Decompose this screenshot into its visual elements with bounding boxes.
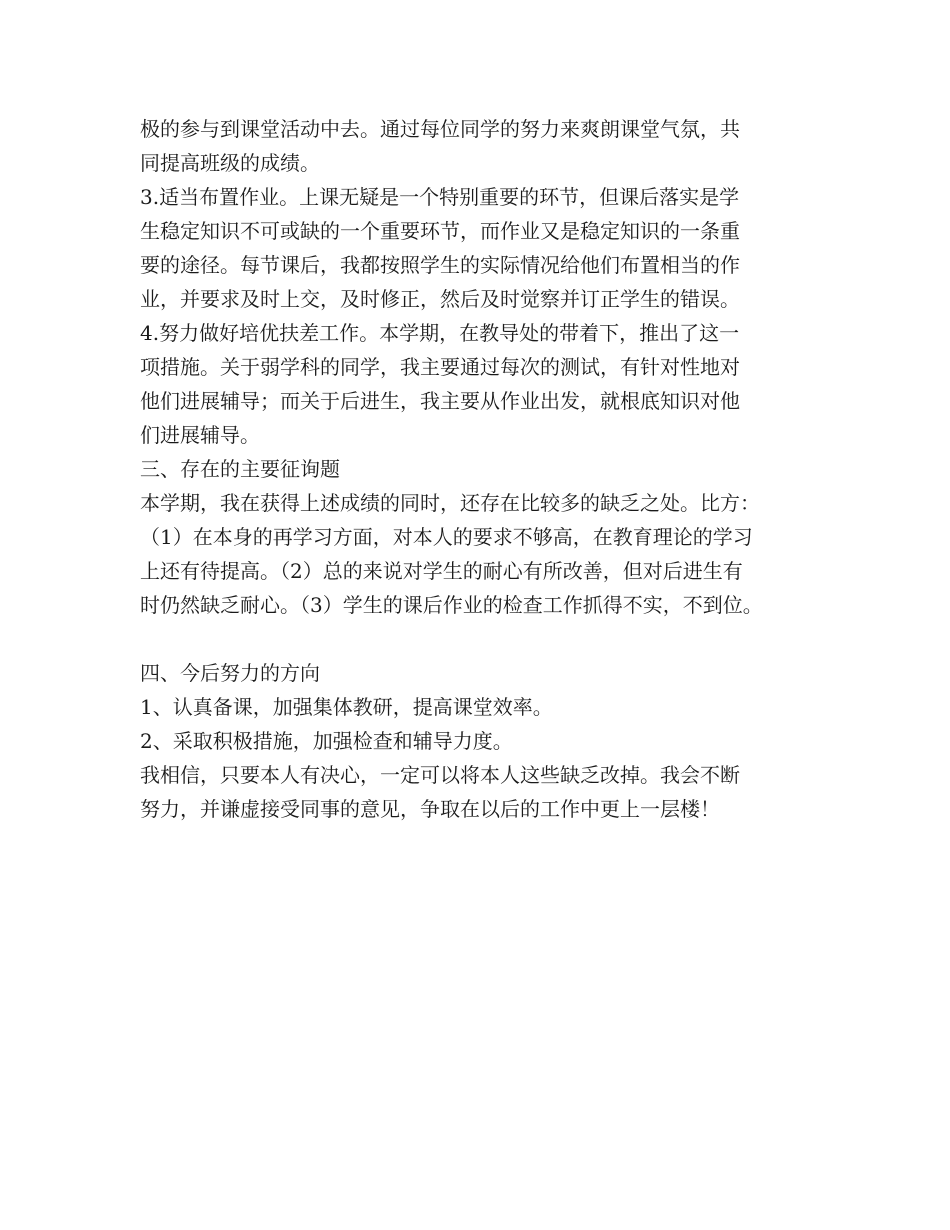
body-line: 1、认真备课，加强集体教研，提高课堂效率。 (140, 695, 553, 719)
body-line: 同提高班级的成绩。 (140, 151, 320, 175)
section-heading: 四、今后努力的方向 (140, 661, 320, 685)
body-line: 时仍然缺乏耐心。（3）学生的课后作业的检查工作抓得不实，不到位。 (140, 593, 763, 617)
body-line: 要的途径。每节课后，我都按照学生的实际情况给他们布置相当的作 (140, 253, 740, 277)
body-line: 本学期，我在获得上述成绩的同时，还存在比较多的缺乏之处。比方： (140, 491, 760, 515)
body-line: 极的参与到课堂活动中去。通过每位同学的努力来爽朗课堂气氛，共 (140, 117, 740, 141)
body-line: 2、采取积极措施，加强检查和辅导力度。 (140, 729, 513, 753)
body-line: 我相信，只要本人有决心，一定可以将本人这些缺乏改掉。我会不断 (140, 763, 740, 787)
section-heading: 三、存在的主要征询题 (140, 457, 340, 481)
body-line: 业，并要求及时上交，及时修正，然后及时觉察并订正学生的错误。 (140, 287, 740, 311)
body-line: 项措施。关于弱学科的同学，我主要通过每次的测试，有针对性地对 (140, 355, 740, 379)
body-line: 3.适当布置作业。上课无疑是一个特别重要的环节，但课后落实是学 (140, 185, 740, 209)
body-line: 他们进展辅导；而关于后进生，我主要从作业出发，就根底知识对他 (140, 389, 740, 413)
body-line: 努力，并谦虚接受同事的意见，争取在以后的工作中更上一层楼！ (140, 797, 720, 821)
blank-line (140, 622, 840, 656)
body-line: 生稳定知识不可或缺的一个重要环节，而作业又是稳定知识的一条重 (140, 219, 740, 243)
body-line: 上还有待提高。（2）总的来说对学生的耐心有所改善，但对后进生有 (140, 559, 743, 583)
body-line: 4.努力做好培优扶差工作。本学期，在教导处的带着下，推出了这一 (140, 321, 740, 345)
document-body (140, 112, 840, 826)
body-line: 们进展辅导。 (140, 423, 260, 447)
body-line: （1）在本身的再学习方面，对本人的要求不够高，在教育理论的学习 (140, 525, 753, 549)
